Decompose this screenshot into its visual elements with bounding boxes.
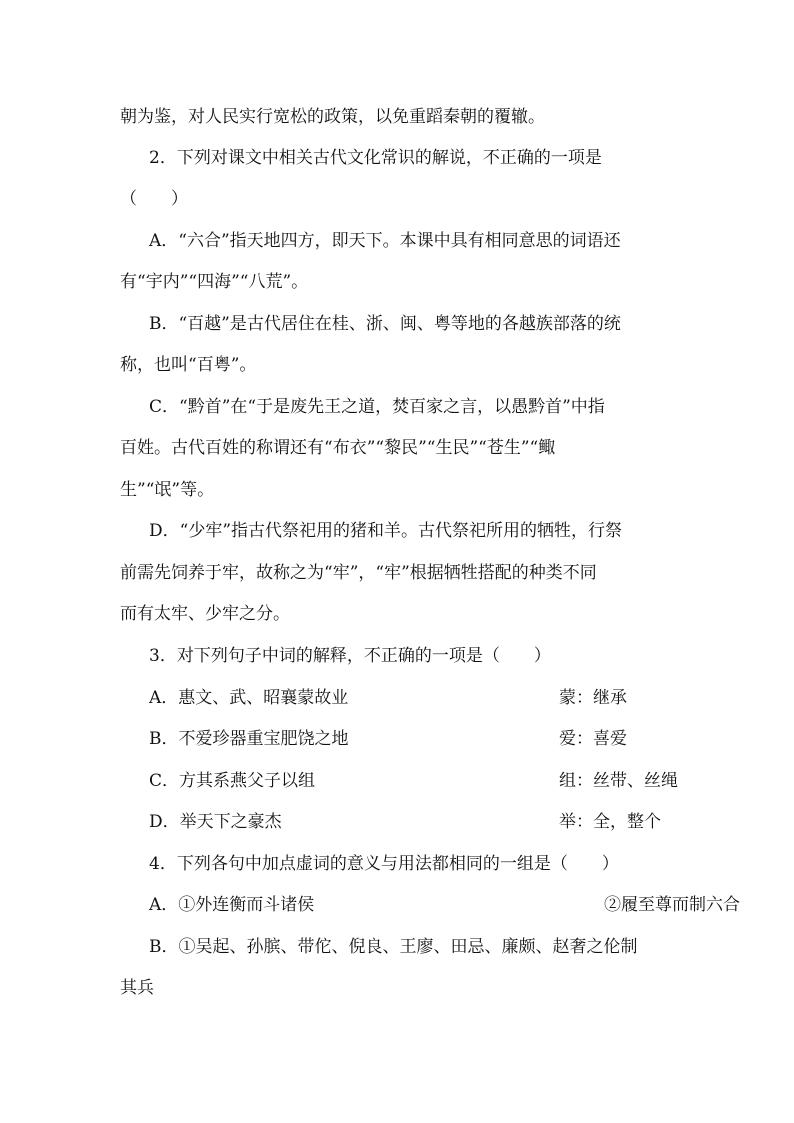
q4-option-b-line-1: B．①吴起、孙膑、带佗、倪良、王廖、田忌、廉颇、赵奢之伦制 — [149, 937, 638, 957]
q3-option-c-gloss: 组：丝带、丝绳 — [559, 771, 678, 791]
q2-option-b-line-1: B．“百越”是古代居住在桂、浙、闽、粤等地的各越族部落的统 — [149, 314, 621, 334]
question-2-stem: 2．下列对课文中相关古代文化常识的解说，不正确的一项是 — [149, 148, 602, 168]
q2-option-a-line-2: 有“宇内”“四海”“八荒”。 — [120, 272, 309, 292]
question-3-stem: 3．对下列句子中词的解释，不正确的一项是（ ） — [149, 646, 551, 666]
q4-option-a-left: A．①外连衡而斗诸侯 — [149, 895, 315, 915]
q2-option-c-line-1: C．“黔首”在“于是废先王之道，焚百家之言，以愚黔首”中指 — [149, 397, 605, 417]
passage-line-1: 朝为鉴，对人民实行宽松的政策，以免重蹈秦朝的覆辙。 — [120, 107, 545, 127]
q3-option-b — [149, 729, 680, 749]
q3-option-b-sentence: B．不爱珍器重宝肥饶之地 — [149, 729, 349, 749]
q2-option-b-line-2: 称，也叫“百粤”。 — [120, 355, 257, 375]
q3-option-a-sentence: A．惠文、武、昭襄蒙故业 — [149, 688, 349, 708]
q2-option-d-line-2: 前需先饲养于牢，故称之为“牢”，“牢”根据牺牲搭配的种类不同 — [120, 563, 597, 583]
q3-option-a — [149, 688, 680, 708]
q3-option-c — [149, 771, 680, 791]
q2-option-d-line-3: 而有太牢、少牢之分。 — [120, 604, 290, 624]
q4-option-b-line-2: 其兵 — [120, 978, 154, 998]
q2-option-c-line-3: 生”“氓”等。 — [120, 480, 215, 500]
q4-option-a — [149, 895, 740, 915]
q3-option-c-sentence: C．方其系燕父子以组 — [149, 771, 316, 791]
q4-option-a-right: ②履至尊而制六合 — [604, 895, 740, 915]
q2-option-d-line-1: D．“少牢”指古代祭祀用的猪和羊。古代祭祀所用的牺牲，行祭 — [149, 521, 623, 541]
q3-option-d — [149, 812, 680, 832]
q3-option-d-sentence: D．举天下之豪杰 — [149, 812, 282, 832]
question-4-stem: 4．下列各句中加点虚词的意义与用法都相同的一组是（ ） — [149, 854, 619, 874]
q2-option-a-line-1: A．“六合”指天地四方，即天下。本课中具有相同意思的词语还 — [149, 231, 621, 251]
question-2-blank: （ ） — [120, 189, 188, 209]
q3-option-b-gloss: 爱：喜爱 — [559, 729, 627, 749]
q3-option-d-gloss: 举：全，整个 — [559, 812, 661, 832]
q3-option-a-gloss: 蒙：继承 — [559, 688, 627, 708]
q2-option-c-line-2: 百姓。古代百姓的称谓还有“布衣”“黎民”“生民”“苍生”“鲰 — [120, 438, 556, 458]
